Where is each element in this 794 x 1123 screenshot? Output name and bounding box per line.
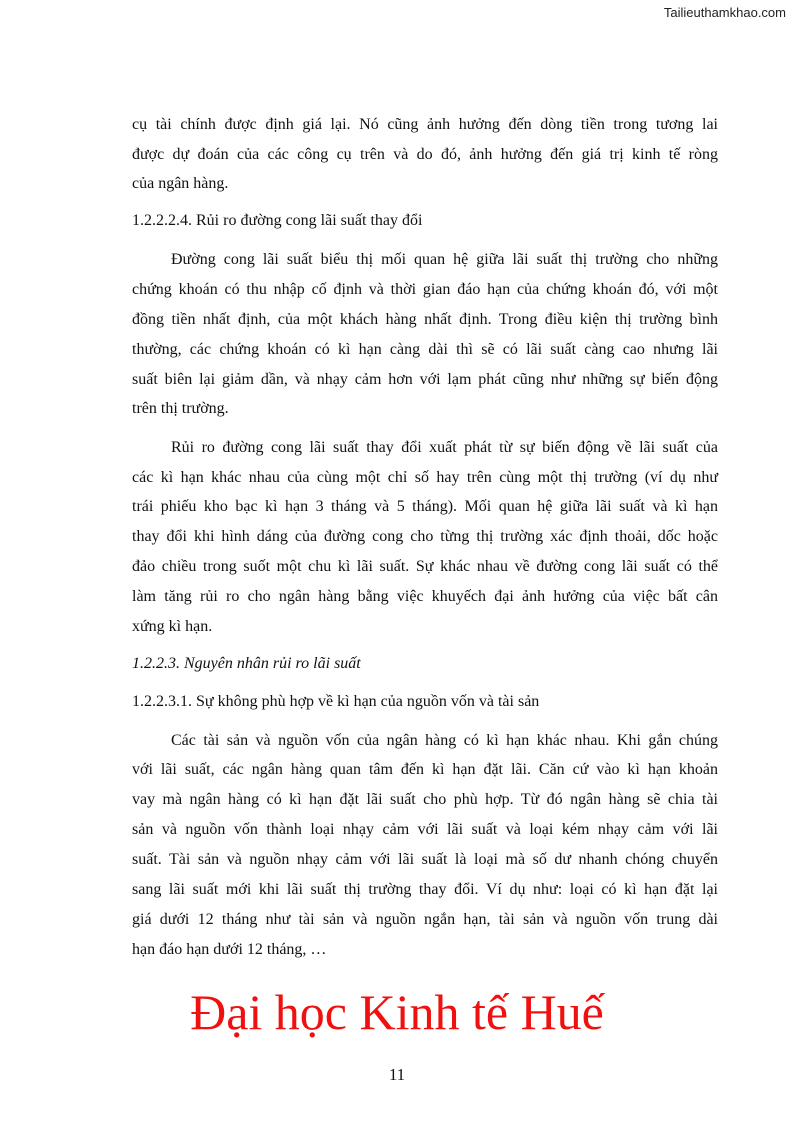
text-line: xứng kì hạn. — [132, 618, 213, 635]
text-line: hạn đáo hạn dưới 12 tháng, … — [132, 941, 327, 958]
text-line: Đường cong lãi suất biểu thị mối quan hệ giữa lãi suất thị trường cho những — [171, 251, 718, 268]
text-line: đảo chiều trong suốt một chu kì lãi suất. Sự khác nhau về đường cong lãi suất có thể — [132, 558, 718, 575]
text-line: của ngân hàng. — [132, 175, 229, 192]
text-line: suất biên lại giảm dần, và nhạy cảm hơn với lạm phát cũng như những sự biến động — [132, 371, 718, 388]
text-line: Các tài sản và nguồn vốn của ngân hàng có kì hạn khác nhau. Khi gắn chúng — [171, 732, 718, 749]
text-line: làm tăng rủi ro cho ngân hàng bằng việc khuyếch đại ảnh hưởng của việc bất cân — [132, 588, 718, 605]
section-heading: 1.2.2.3. Nguyên nhân rủi ro lãi suất — [132, 655, 361, 672]
text-line: Rủi ro đường cong lãi suất thay đổi xuất phát từ sự biến động về lãi suất của — [171, 439, 718, 456]
text-line: sản và nguồn vốn thành loại nhạy cảm với lãi suất và loại kém nhạy cảm với lãi — [132, 821, 718, 838]
watermark: Đại học Kinh tế Huế — [190, 984, 604, 1040]
text-line: vay mà ngân hàng có kì hạn đặt lãi suất cho phù hợp. Từ đó ngân hàng sẽ chia tài — [132, 791, 718, 808]
text-line: trên thị trường. — [132, 400, 229, 417]
text-line: thường, các chứng khoán có kì hạn càng dài thì sẽ có lãi suất càng cao nhưng lãi — [132, 341, 718, 358]
site-label: Tailieuthamkhao.com — [663, 5, 786, 20]
text-line: với lãi suất, các ngân hàng quan tâm đến kì hạn đặt lãi. Căn cứ vào kì hạn khoản — [132, 761, 718, 778]
text-line: giá dưới 12 tháng như tài sản và nguồn ngắn hạn, tài sản và nguồn vốn trung dài — [132, 911, 718, 928]
section-heading: 1.2.2.3.1. Sự không phù hợp về kì hạn của nguồn vốn và tài sản — [132, 693, 540, 710]
section-heading: 1.2.2.2.4. Rủi ro đường cong lãi suất thay đổi — [132, 212, 423, 229]
text-line: được dự đoán của các công cụ trên và do đó, ảnh hưởng đến giá trị kinh tế ròng — [132, 146, 718, 163]
text-line: trái phiếu kho bạc kì hạn 3 tháng và 5 tháng). Mối quan hệ giữa lãi suất và kì hạn — [132, 498, 718, 515]
text-line: sang lãi suất mới khi lãi suất thị trường thay đổi. Ví dụ như: loại có kì hạn đặt lại — [132, 881, 718, 898]
text-line: đồng tiền nhất định, của một khách hàng nhất định. Trong điều kiện thị trường bình — [132, 311, 718, 328]
text-line: các kì hạn khác nhau của cùng một chỉ số hay trên cùng một thị trường (ví dụ như — [132, 469, 718, 486]
text-line: chứng khoán có thu nhập cố định và thời gian đáo hạn của chứng khoán đó, với một — [132, 281, 718, 298]
text-line: cụ tài chính được định giá lại. Nó cũng ảnh hưởng đến dòng tiền trong tương lai — [132, 116, 718, 133]
page-number: 11 — [388, 1065, 406, 1084]
text-line: suất. Tài sản và nguồn nhạy cảm với lãi suất là loại mà số dư nhanh chóng chuyển — [132, 851, 718, 868]
text-line: thay đổi khi hình dáng của đường cong cho từng thị trường xác định thoải, dốc hoặc — [132, 528, 718, 545]
